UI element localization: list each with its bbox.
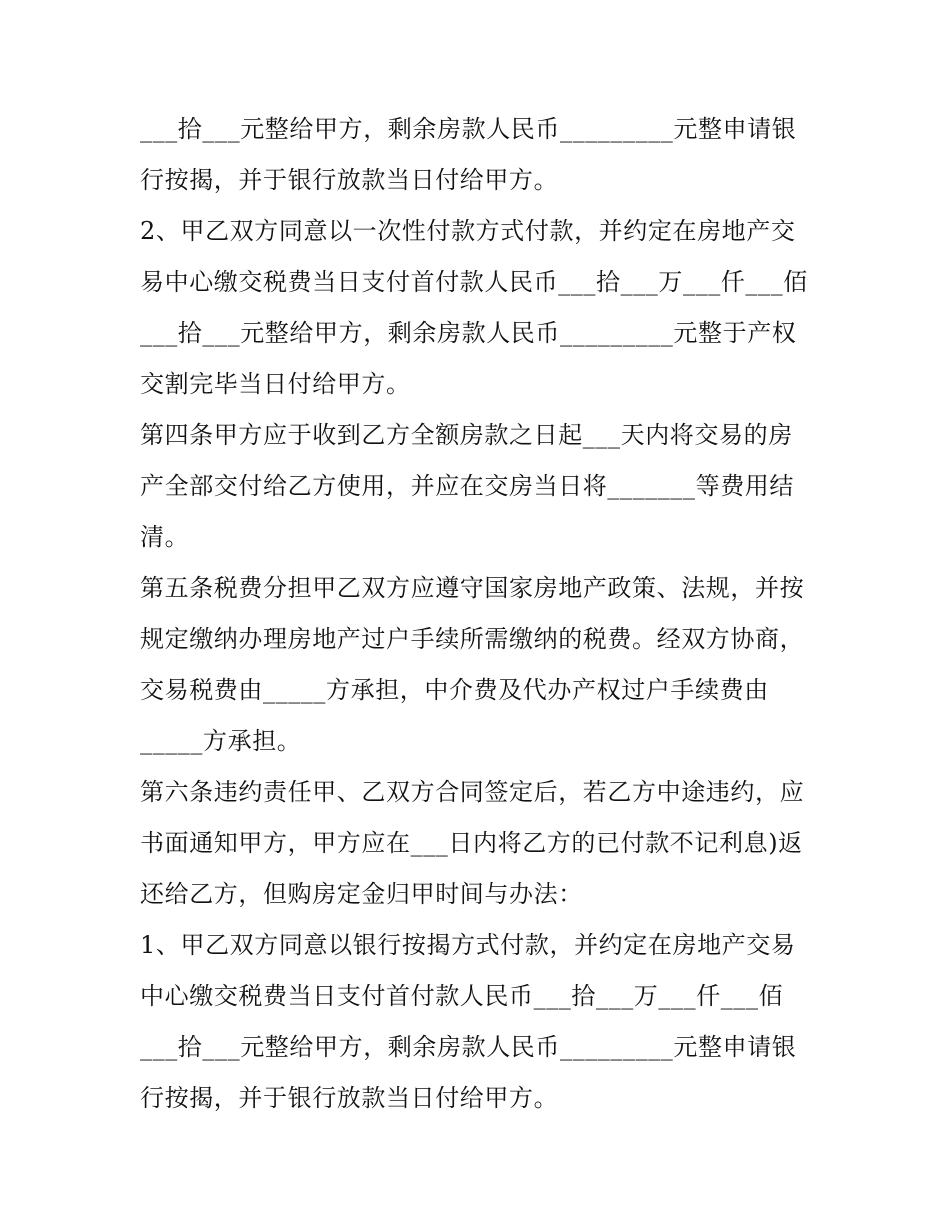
text-line: 行按揭，并于银行放款当日付给甲方。 bbox=[140, 166, 559, 194]
text-line: ___拾___元整给甲方，剩余房款人民币_________元整于产权 bbox=[140, 319, 797, 347]
text-line: ___拾___元整给甲方，剩余房款人民币_________元整申请银 bbox=[140, 1033, 797, 1061]
text-line: 行按揭，并于银行放款当日付给甲方。 bbox=[140, 1084, 559, 1112]
text-line: 第四条甲方应于收到乙方全额房款之日起___天内将交易的房 bbox=[140, 421, 793, 449]
text-line: 清。 bbox=[140, 523, 190, 551]
text-line: 第六条违约责任甲、乙双方合同签定后，若乙方中途违约，应 bbox=[140, 778, 805, 806]
text-line: 中心缴交税费当日支付首付款人民币___拾___万___仟___佰 bbox=[140, 982, 784, 1010]
text-line: 易中心缴交税费当日支付首付款人民币___拾___万___仟___佰 bbox=[140, 268, 808, 296]
text-line: 第五条税费分担甲乙双方应遵守国家房地产政策、法规，并按 bbox=[140, 574, 805, 602]
text-line: 交割完毕当日付给甲方。 bbox=[140, 370, 411, 398]
text-line: 还给乙方，但购房定金归甲时间与办法： bbox=[140, 880, 583, 908]
text-line: 交易税费由_____方承担，中介费及代办产权过户手续费由 bbox=[140, 676, 769, 704]
text-line: 规定缴纳办理房地产过户手续所需缴纳的税费。经双方协商， bbox=[140, 625, 805, 653]
text-line: 2、甲乙双方同意以一次性付款方式付款，并约定在房地产交 bbox=[140, 217, 796, 245]
document-body bbox=[140, 104, 820, 1124]
text-line: 产全部交付给乙方使用，并应在交房当日将_______等费用结 bbox=[140, 472, 794, 500]
text-line: _____方承担。 bbox=[140, 727, 302, 755]
text-line: 1、甲乙双方同意以银行按揭方式付款，并约定在房地产交易 bbox=[140, 931, 796, 959]
text-line: ___拾___元整给甲方，剩余房款人民币_________元整申请银 bbox=[140, 115, 797, 143]
text-line: 书面通知甲方，甲方应在___日内将乙方的已付款不记利息)返 bbox=[140, 829, 803, 857]
